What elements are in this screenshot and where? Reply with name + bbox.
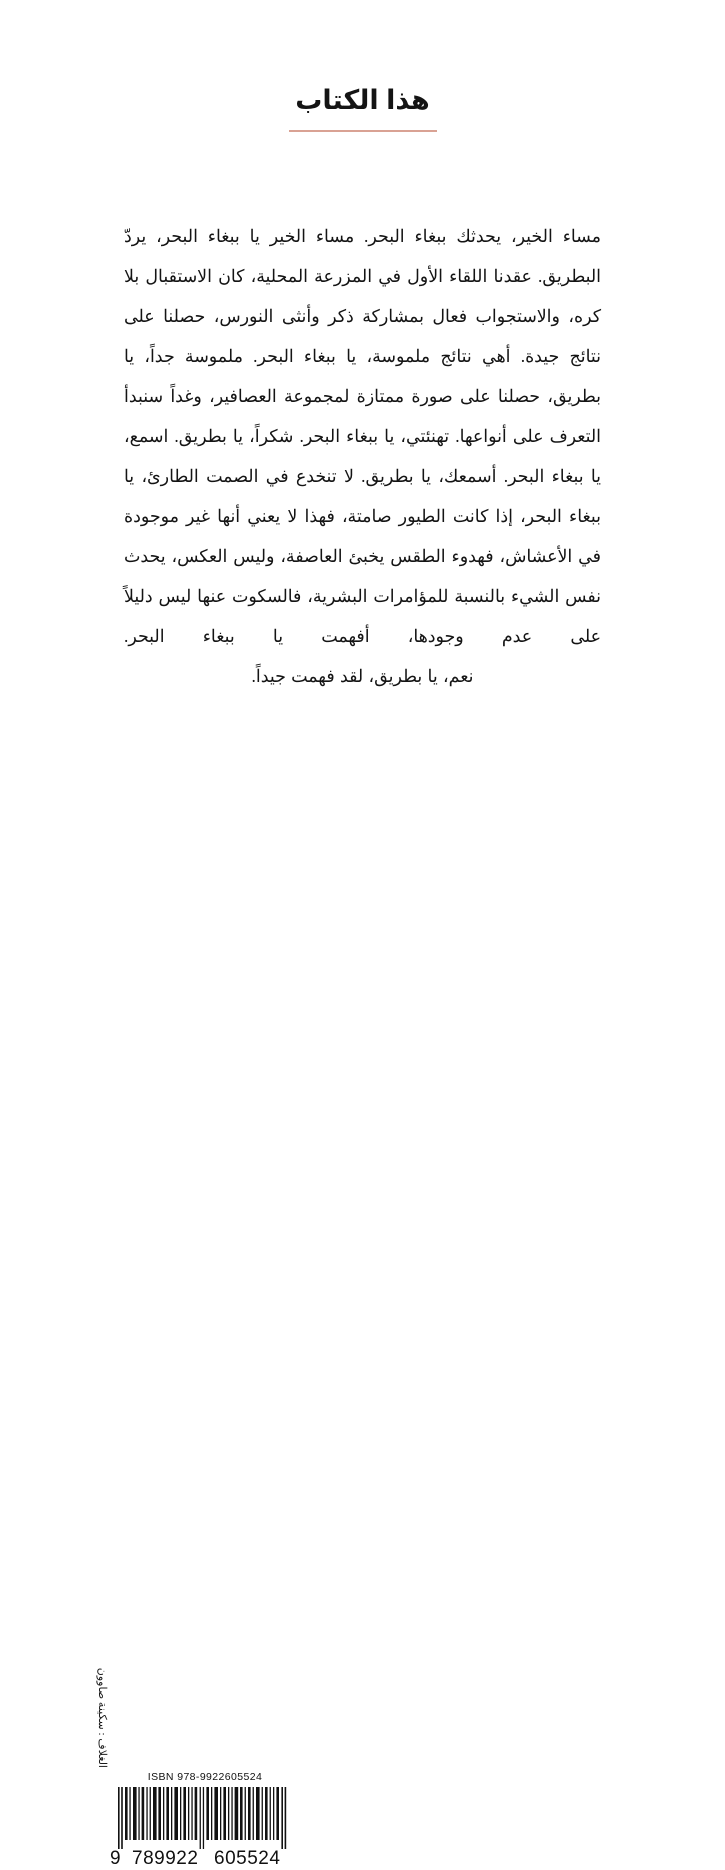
barcode-digit-leading: 9: [110, 1848, 122, 1869]
barcode-digit-group-left: 789922: [132, 1848, 199, 1869]
cover-credit-vertical-text: الغلاف : سكينة صاوون: [96, 1667, 108, 1768]
barcode-digit-group-right: 605524: [214, 1848, 281, 1869]
barcode-block: [110, 1771, 300, 1870]
barcode-image: [110, 1787, 300, 1849]
blurb-paragraph: مساء الخير، يحدثك ببغاء البحر. مساء الخير يا ببغاء البحر، يردّ البطريق. عقدنا اللقاء الأول في المزرعة المحلية، كان الاستقبال بلا كره، والاستجواب فعال بمشاركة ذكر وأنثى النورس، حصلنا على نتائج جيدة. أهي نتائج ملموسة، يا ببغاء البحر. ملموسة جداً، يا بطريق، حصلنا على صورة ممتازة لمجموعة العصافير، وغداً سنبدأ التعرف على أنواعها. تهنئتي، يا ببغاء البحر. شكراً، يا بطريق. اسمع، يا ببغاء البحر. أسمعك، يا بطريق. لا تنخدع في الصمت الطارئ، يا ببغاء البحر، إذا كانت الطيور صامتة، فهذا لا يعني أنها غير موجودة في الأعشاش، فهدوء الطقس يخبئ العاصفة، وليس العكس، يحدث نفس الشيء بالنسبة للمؤامرات البشرية، فالسكوت عنها ليس دليلاً على عدم وجودها، أفهمت يا ببغاء البحر.: [124, 226, 601, 646]
page-title: هذا الكتاب: [295, 85, 430, 115]
blurb-text-block: [124, 216, 601, 696]
footer-zone: [0, 866, 725, 1869]
isbn-label-text: ISBN 978-9922605524: [147, 1771, 263, 1783]
barcode-digits: [110, 1848, 300, 1870]
blurb-paragraph: نعم، يا بطريق، لقد فهمت جيداً.: [251, 666, 474, 686]
title-block: [0, 82, 725, 132]
title-underline-rule: [289, 130, 437, 132]
